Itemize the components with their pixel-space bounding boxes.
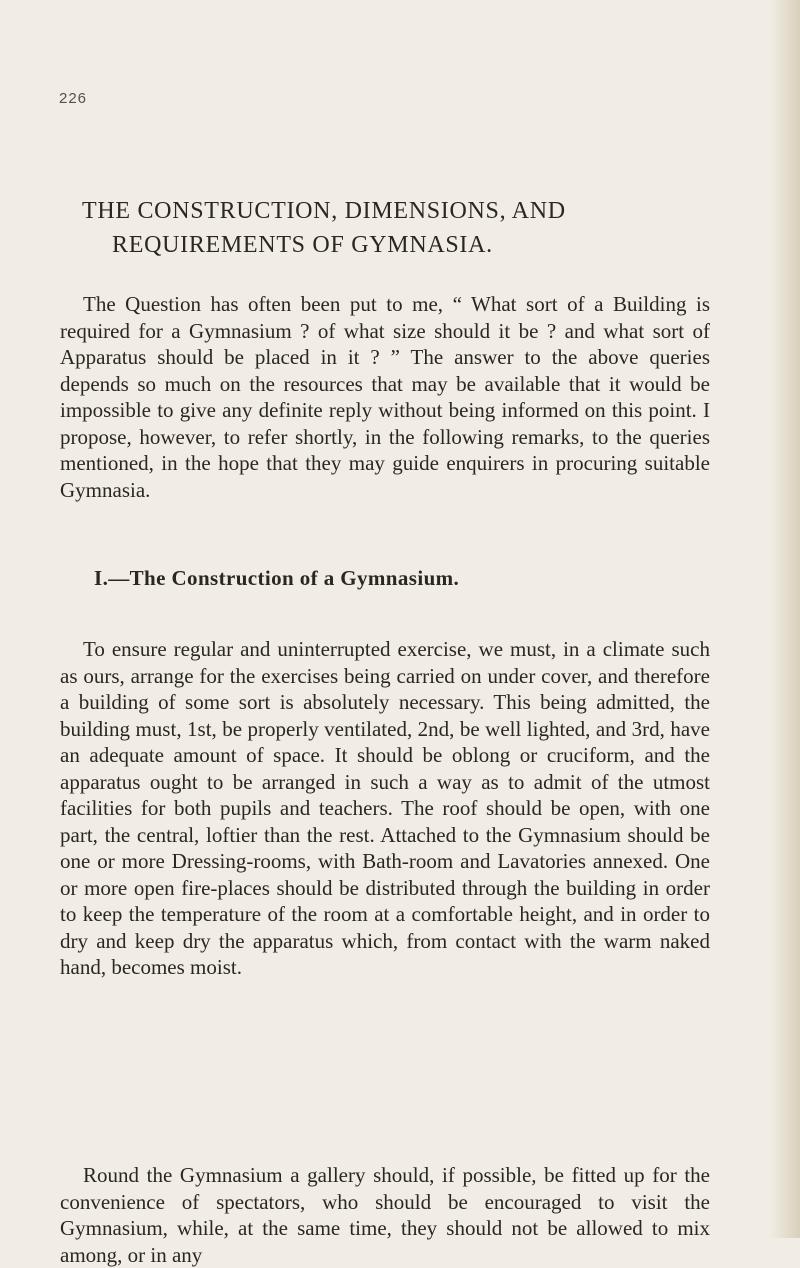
intro-paragraph: The Question has often been put to me, “ What sort of a Building is required for a Gymnasium ? of what size should it be ? and what sort of Apparatus should be placed in it ? ” The answer to the above queries depends so much on the resources that may be available that it would be impossible to give any definite reply without being informed on this point. I propose, however, to refer shortly, in the following remarks, to the queries mentioned, in the hope that they may guide enquirers in procuring suitable Gymnasia. <box>60 292 710 502</box>
page-title <box>82 194 702 262</box>
page-edge-shadow <box>770 0 800 1238</box>
page-number: 226 <box>59 90 88 107</box>
construction-paragraph: To ensure regular and uninterrupted exercise, we must, in a climate such as ours, arrange for the exercises being carried on under cover, and therefore a building of some sort is absolutely necessary. This being admitted, the building must, 1st, be properly ventilated, 2nd, be well lighted, and 3rd, have an adequate amount of space. It should be oblong or cruciform, and the apparatus ought to be arranged in such a way as to admit of the utmost facilities for both pupils and teachers. The roof should be open, with one part, the central, loftier than the rest. Attached to the Gymnasium should be one or more Dressing-rooms, with Bath-room and Lavatories annexed. One or more open fire-places should be distributed through the building in order to keep the temperature of the room at a comfortable height, and in order to dry and keep dry the apparatus which, from contact with the warm naked hand, becomes moist. <box>60 637 710 979</box>
title-line-1: THE CONSTRUCTION, DIMENSIONS, AND <box>82 198 566 224</box>
title-line-2: REQUIREMENTS OF GYMNASIA. <box>112 232 493 258</box>
gallery-paragraph: Round the Gymnasium a gallery should, if possible, be fitted up for the convenience of spectators, who should be encouraged to visit the Gymnasium, while, at the same time, they should not be allowed to mix among, or in any <box>60 1163 710 1267</box>
section-heading-construction: I.—The Construction of a Gymnasium. <box>94 566 460 590</box>
